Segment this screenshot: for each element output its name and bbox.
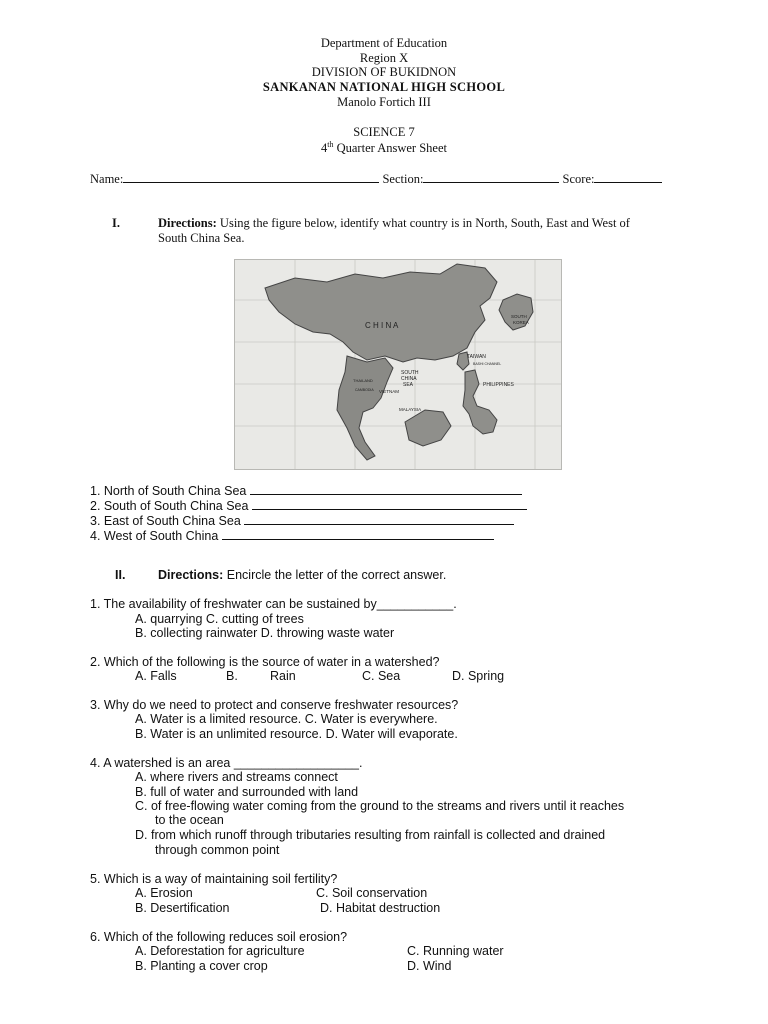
mc-q1-stem: 1. The availability of freshwater can be sustained by___________. bbox=[90, 597, 457, 611]
map-label-thailand: THAILAND bbox=[353, 378, 373, 383]
mc-q2-a[interactable]: A. Falls bbox=[135, 669, 177, 683]
map-label-scs-3: SEA bbox=[403, 382, 414, 388]
mc-q3-line1[interactable]: A. Water is a limited resource. C. Water is everywhere. bbox=[135, 712, 438, 726]
mc-q4-d1[interactable]: D. from which runoff through tributaries resulting from rainfall is collected and drained bbox=[135, 828, 606, 842]
q3-text: 3. East of South China Sea bbox=[90, 514, 241, 528]
part1-dir-text1: Using the figure below, identify what country is in North, South, East and West of bbox=[216, 216, 630, 230]
part1-q2 bbox=[90, 498, 527, 514]
mc-q6-d[interactable]: D. Wind bbox=[407, 959, 452, 973]
map-label-bashi: BASHI CHANNEL bbox=[473, 362, 502, 366]
china-shape bbox=[265, 264, 497, 362]
map-label-taiwan: TAIWAN bbox=[467, 354, 486, 360]
header-region: Region X bbox=[359, 51, 409, 65]
mc-q5-c[interactable]: C. Soil conservation bbox=[316, 886, 428, 900]
map-label-philippines: PHILIPPINES bbox=[483, 382, 514, 388]
mc-q5-d[interactable]: D. Habitat destruction bbox=[320, 901, 441, 915]
part1-q4 bbox=[90, 528, 494, 544]
part1-roman: I. bbox=[112, 216, 120, 230]
mc-q2-stem: 2. Which of the following is the source of water in a watershed? bbox=[90, 655, 440, 669]
header-subject: SCIENCE 7 bbox=[353, 125, 415, 139]
part1-dir-text2: South China Sea. bbox=[158, 231, 245, 245]
map-label-scs-2: CHINA bbox=[401, 376, 417, 382]
map-label-south-korea-1: SOUTH bbox=[511, 314, 527, 319]
mc-q4-a[interactable]: A. where rivers and streams connect bbox=[135, 770, 338, 784]
q3-blank[interactable] bbox=[244, 513, 514, 525]
quarter-num: 4 bbox=[321, 141, 328, 155]
mc-q6-a[interactable]: A. Deforestation for agriculture bbox=[135, 944, 305, 958]
header-quarter bbox=[0, 141, 768, 155]
quarter-rest: Quarter Answer Sheet bbox=[333, 141, 447, 155]
name-blank[interactable] bbox=[123, 171, 379, 183]
map-label-south-korea-2: KOREA bbox=[513, 320, 529, 325]
part2-dir-text: Encircle the letter of the correct answer. bbox=[223, 568, 447, 582]
map-label-cambodia: CAMBODIA bbox=[355, 388, 374, 392]
q1-text: 1. North of South China Sea bbox=[90, 484, 247, 498]
map-figure bbox=[234, 259, 562, 470]
header-school: SANKANAN NATIONAL HIGH SCHOOL bbox=[262, 80, 506, 94]
name-label: Name: bbox=[90, 172, 124, 186]
map-label-malaysia: MALAYSIA bbox=[399, 407, 422, 412]
part1-dir-label: Directions: bbox=[158, 216, 217, 230]
mc-q6-b[interactable]: B. Planting a cover crop bbox=[135, 959, 268, 973]
mc-q5-stem: 5. Which is a way of maintaining soil fertility? bbox=[90, 872, 338, 886]
header-district: Manolo Fortich III bbox=[337, 95, 431, 109]
mc-q6-c[interactable]: C. Running water bbox=[407, 944, 504, 958]
indochina-shape bbox=[337, 356, 393, 460]
mc-q4-c1[interactable]: C. of free-flowing water coming from the ground to the streams and rivers until it reaches bbox=[135, 799, 625, 813]
part1-q1 bbox=[90, 483, 522, 499]
part1-q3 bbox=[90, 513, 514, 529]
q4-blank[interactable] bbox=[222, 528, 494, 540]
mc-q1-line2[interactable]: B. collecting rainwater D. throwing waste water bbox=[135, 626, 395, 640]
mc-q4-c2: to the ocean bbox=[155, 813, 224, 827]
mc-q1-line1[interactable]: A. quarrying C. cutting of trees bbox=[135, 612, 304, 626]
q1-blank[interactable] bbox=[250, 483, 522, 495]
header-dept: Department of Education bbox=[320, 36, 448, 50]
borneo-shape bbox=[405, 410, 451, 446]
header-division: DIVISION OF BUKIDNON bbox=[311, 65, 457, 79]
score-blank[interactable] bbox=[594, 171, 662, 183]
mc-q2-b[interactable]: B. bbox=[226, 669, 238, 683]
map-label-china: C H I N A bbox=[365, 321, 399, 330]
mc-q4-d2: through common point bbox=[155, 843, 280, 857]
map-label-vietnam: VIETNAM bbox=[379, 389, 400, 394]
mc-q2-c[interactable]: C. Sea bbox=[362, 669, 401, 683]
section-blank[interactable] bbox=[423, 171, 559, 183]
mc-q5-b[interactable]: B. Desertification bbox=[135, 901, 230, 915]
q2-blank[interactable] bbox=[252, 498, 527, 510]
part1-directions bbox=[158, 216, 630, 246]
mc-q3-stem: 3. Why do we need to protect and conserve freshwater resources? bbox=[90, 698, 459, 712]
mc-q2-b-text[interactable]: Rain bbox=[270, 669, 296, 683]
quarter-sup: th bbox=[327, 139, 334, 149]
mc-q3-line2[interactable]: B. Water is an unlimited resource. D. Water will evaporate. bbox=[135, 727, 458, 741]
q4-text: 4. West of South China bbox=[90, 529, 219, 543]
map-label-scs-1: SOUTH bbox=[401, 370, 419, 376]
info-line bbox=[90, 171, 662, 187]
philippines-shape bbox=[463, 370, 497, 434]
score-label: Score: bbox=[562, 172, 595, 186]
part2-dir-label: Directions: bbox=[158, 568, 224, 582]
mc-q5-a[interactable]: A. Erosion bbox=[135, 886, 193, 900]
section-label: Section: bbox=[382, 172, 424, 186]
q2-text: 2. South of South China Sea bbox=[90, 499, 249, 513]
part2-roman: II. bbox=[115, 568, 126, 582]
mc-q4-b[interactable]: B. full of water and surrounded with land bbox=[135, 785, 359, 799]
mc-q2-d[interactable]: D. Spring bbox=[452, 669, 505, 683]
mc-q4-stem: 4. A watershed is an area __________________. bbox=[90, 756, 363, 770]
map-svg bbox=[235, 260, 561, 469]
part2-directions bbox=[158, 568, 446, 582]
mc-q6-stem: 6. Which of the following reduces soil erosion? bbox=[90, 930, 348, 944]
